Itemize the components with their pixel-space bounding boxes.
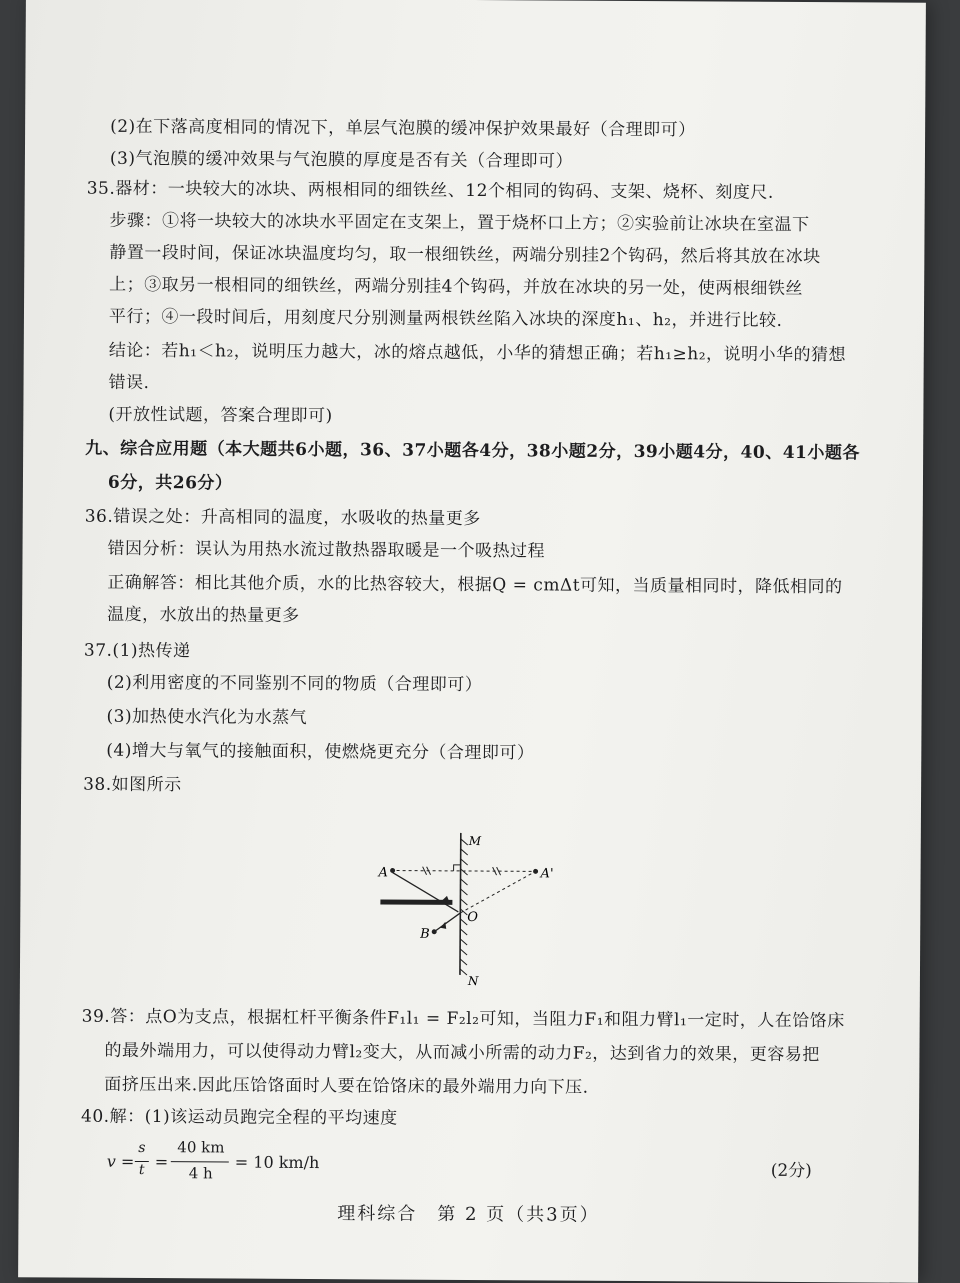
- fraction-bar: [135, 1161, 149, 1162]
- text-line: (开放性试题，答案合理即可): [108, 404, 333, 427]
- text-line: 错误.: [108, 372, 150, 394]
- label-M: M: [468, 833, 482, 849]
- text-line: (2)利用密度的不同鉴别不同的物质（合理即可）: [106, 672, 483, 696]
- text-line: 35.器材：一块较大的冰块、两根相同的细铁丝、12个相同的钩码、支架、烧杯、刻度尺.: [86, 178, 774, 203]
- text-line: 的最外端用力，可以使得动力臂l₂变大，从而减小所需的动力F₂，达到省力的效果，更容易把: [104, 1040, 820, 1066]
- exam-answer-page: [18, 0, 926, 1283]
- text-line: (3)气泡膜的缓冲效果与气泡膜的厚度是否有关（合理即可）: [109, 148, 574, 172]
- reflected-ray: [434, 913, 460, 932]
- text-line: 错因分析：误认为用热水流过散热器取暖是一个吸热过程: [107, 538, 546, 562]
- mirror-line: [460, 833, 461, 975]
- virtual-ray: [460, 871, 535, 913]
- mirror-reflection-diagram: [340, 824, 581, 990]
- section-heading: 九、综合应用题（本大题共6小题，36、37小题各4分，38小题2分，39小题4分，40、41小题各: [85, 438, 860, 464]
- fraction-denominator: t: [138, 1161, 145, 1179]
- text-line: 面挤压出来.因此压饸饹面时人要在饸饹床的最外端用力向下压.: [104, 1074, 589, 1098]
- obstacle-bar: [380, 899, 452, 904]
- right-angle-mark: [454, 865, 461, 871]
- text-line: 36.错误之处：升高相同的温度，水吸收的热量更多: [84, 506, 481, 530]
- reflected-arrow: [440, 922, 446, 929]
- label-N: N: [467, 973, 479, 989]
- text-line: 39.答：点O为支点，根据杠杆平衡条件F₁l₁ = F₂l₂可知，当阻力F₁和阻力臂l₁一定时，人在饸饹床: [81, 1006, 845, 1032]
- fraction-denominator: 4 h: [188, 1164, 213, 1183]
- text-line: 38.如图所示: [83, 774, 182, 796]
- text-line: 40.解：(1)该运动员跑完全程的平均速度: [81, 1106, 398, 1129]
- text-line: (2)在下落高度相同的情况下，单层气泡膜的缓冲保护效果最好（合理即可）: [110, 116, 696, 141]
- text-line: 结论：若h₁＜h₂，说明压力越大，冰的熔点越低，小华的猜想正确；若h₁≥h₂，说明小华的猜想: [108, 340, 847, 366]
- text-line: 静置一段时间，保证冰块温度均匀，取一根细铁丝，两端分别挂2个钩码，然后将其放在冰块: [109, 242, 821, 268]
- text-line: 上；③取另一根相同的细铁丝，两端分别挂4个钩码，并放在冰块的另一处，使两根细铁丝: [109, 274, 804, 300]
- formula-equals: =: [154, 1152, 169, 1172]
- symmetry-line: [391, 871, 536, 872]
- text-line: (3)加热使水汽化为水蒸气: [106, 706, 308, 728]
- fraction-numerator: 40 km: [177, 1138, 225, 1157]
- label-O: O: [467, 909, 479, 926]
- fraction-numerator: s: [138, 1139, 146, 1157]
- point-B: [432, 929, 437, 934]
- point-A-prime: [533, 869, 538, 874]
- page-footer: 理科综合 第 2 页（共3页）: [337, 1203, 600, 1226]
- text-line: 平行；④一段时间后，用刻度尺分别测量两根铁丝陷入冰块的深度h₁、h₂，并进行比较.: [108, 306, 783, 331]
- velocity-formula: [107, 1138, 367, 1190]
- text-line: (4)增大与氧气的接触面积，使燃烧更充分（合理即可）: [106, 740, 535, 764]
- point-A: [390, 868, 395, 873]
- label-A-prime: A': [540, 866, 554, 882]
- text-line: 37.(1)热传递: [83, 640, 191, 662]
- text-line: 步骤：①将一块较大的冰块水平固定在支架上，置于烧杯口上方；②实验前让冰块在室温下: [109, 210, 810, 236]
- score-note: (2分): [770, 1160, 812, 1182]
- label-B: B: [420, 926, 430, 942]
- section-heading: 6分，共26分）: [107, 472, 233, 494]
- label-A: A: [378, 865, 389, 881]
- text-line: 正确解答：相比其他介质，水的比热容较大，根据Q = cmΔt可知，当质量相同时，降低相同的: [107, 572, 843, 598]
- incident-ray: [392, 873, 458, 912]
- formula-result: = 10 km/h: [234, 1152, 320, 1173]
- formula-lhs: v =: [106, 1151, 135, 1171]
- text-line: 温度，水放出的热量更多: [107, 604, 300, 626]
